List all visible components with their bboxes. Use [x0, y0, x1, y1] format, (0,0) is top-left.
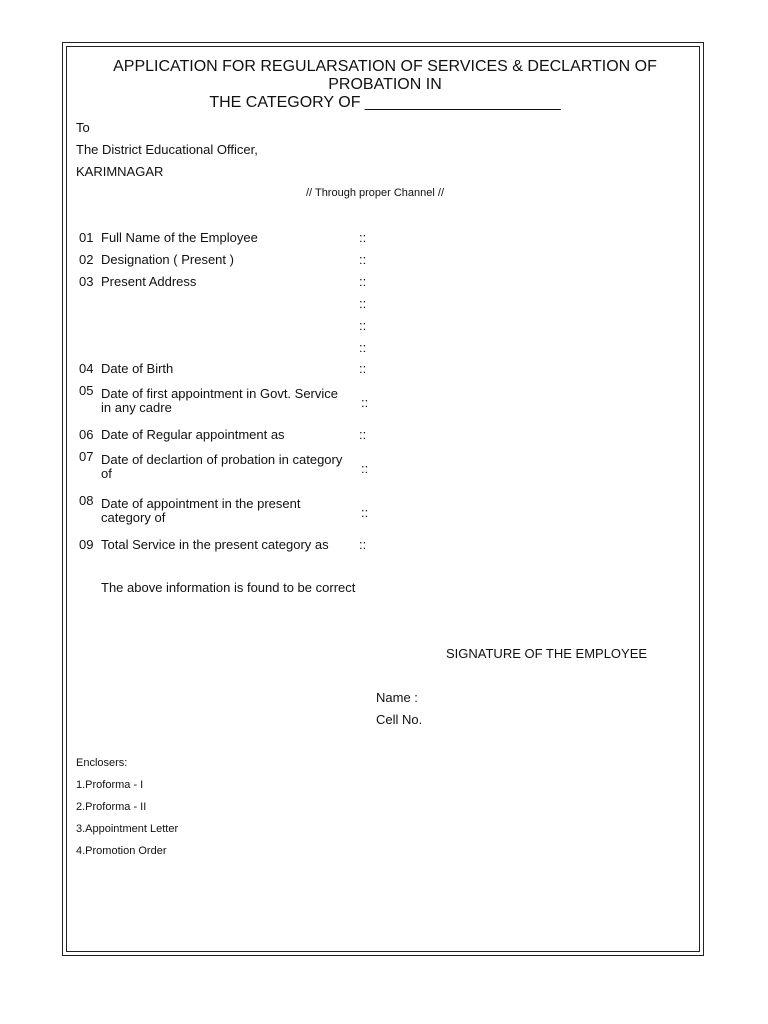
field-number: 09	[79, 537, 94, 552]
field-label-present-address: Present Address	[101, 274, 197, 289]
address-place: KARIMNAGAR	[76, 164, 164, 179]
field-label-total-service: Total Service in the present category as	[101, 537, 329, 552]
field-separator: ::	[361, 461, 369, 476]
field-label-present-category-appointment: Date of appointment in the present category of	[101, 496, 301, 525]
field-label-designation: Designation ( Present )	[101, 252, 234, 267]
field-number: 08	[79, 493, 94, 508]
field-label-full-name: Full Name of the Employee	[101, 230, 258, 245]
enclosure-item: 1.Proforma - I	[76, 779, 144, 791]
form-title-line2: THE CATEGORY OF ______________________	[209, 94, 561, 111]
field-separator: ::	[359, 427, 367, 442]
signature-label: SIGNATURE OF THE EMPLOYEE	[446, 646, 648, 661]
field-separator: ::	[359, 252, 367, 267]
address-officer: The District Educational Officer,	[76, 142, 258, 157]
form-title-line1: APPLICATION FOR REGULARSATION OF SERVICES & DECLARTION OF PROBATION IN	[113, 58, 657, 93]
field-separator: ::	[361, 395, 369, 410]
field-label-declaration-of-probation: Date of declartion of probation in category of	[101, 452, 343, 481]
name-label: Name :	[376, 690, 418, 705]
field-separator: ::	[359, 230, 367, 245]
field-label-regular-appointment: Date of Regular appointment as	[101, 427, 285, 442]
enclosures-heading: Enclosers:	[76, 757, 128, 769]
enclosure-item: 4.Promotion Order	[76, 845, 167, 857]
field-number: 06	[79, 427, 94, 442]
declaration-statement: The above information is found to be correct	[101, 580, 356, 595]
field-label-date-of-birth: Date of Birth	[101, 361, 174, 376]
form-title	[70, 58, 700, 112]
field-number: 04	[79, 361, 94, 376]
field-number: 05	[79, 383, 94, 398]
field-number: 07	[79, 449, 94, 464]
field-separator: ::	[361, 505, 369, 520]
enclosure-item: 3.Appointment Letter	[76, 823, 179, 835]
field-separator: ::	[359, 318, 367, 333]
field-number: 02	[79, 252, 94, 267]
cell-number-label: Cell No.	[376, 712, 423, 727]
field-number: 01	[79, 230, 94, 245]
field-separator: ::	[359, 361, 367, 376]
field-separator: ::	[359, 274, 367, 289]
field-number: 03	[79, 274, 94, 289]
field-separator: ::	[359, 340, 367, 355]
field-separator: ::	[359, 296, 367, 311]
field-separator: ::	[359, 537, 367, 552]
field-label-first-appointment: Date of first appointment in Govt. Service in any cadre	[101, 386, 338, 415]
enclosure-item: 2.Proforma - II	[76, 801, 147, 813]
address-to: To	[76, 120, 90, 135]
channel-note: // Through proper Channel //	[306, 187, 444, 199]
